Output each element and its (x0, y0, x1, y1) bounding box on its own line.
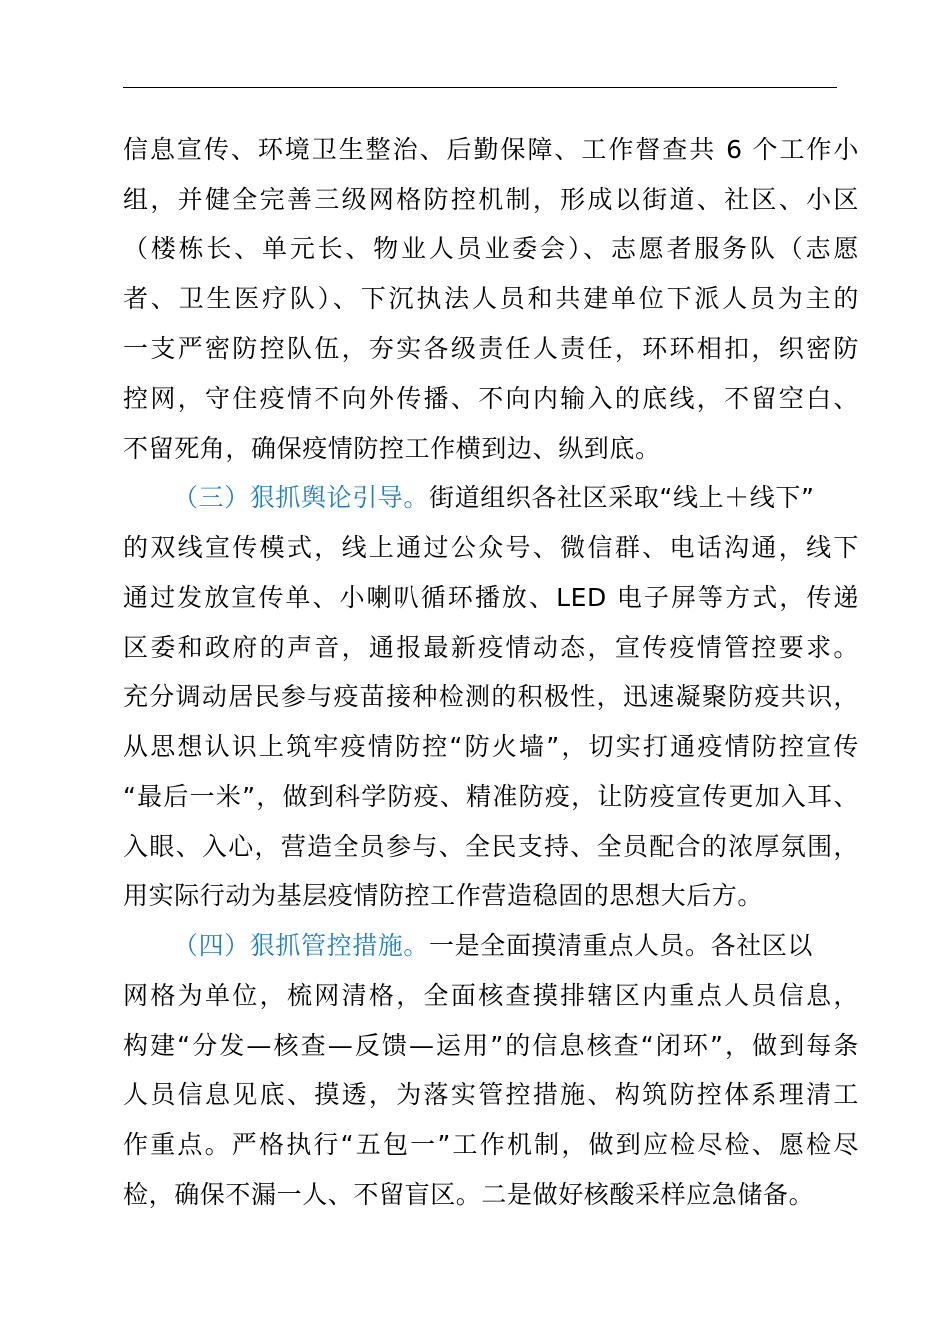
paragraph-3-first-line (173, 931, 859, 961)
paragraph-2-line: 入眼、入心，营造全员参与、全民支持、全员配合的浓厚氛围， (123, 832, 859, 861)
paragraph-2-line: 通过发放宣传单、小喇叭循环播放、LED 电子屏等方式，传递 (123, 583, 859, 612)
paragraph-2-line: 用实际行动为基层疫情防控工作营造稳固的思想大后方。 (123, 881, 764, 910)
paragraph-3-line: 网格为单位，梳网清格，全面核查摸排辖区内重点人员信息， (123, 981, 859, 1010)
paragraph-2-line: 的双线宣传模式，线上通过公众号、微信群、电话沟通，线下 (123, 533, 859, 562)
paragraph-2-line: 充分调动居民参与疫苗接种检测的积极性，迅速凝聚防疫共识， (123, 682, 859, 711)
section-heading-4: （四）狠抓管控措施。 (173, 931, 430, 960)
paragraph-1-line: 信息宣传、环境卫生整治、后勤保障、工作督查共 6 个工作小 (123, 135, 859, 164)
paragraph-3-line: 作重点。严格执行“五包一”工作机制，做到应检尽检、愿检尽 (123, 1130, 859, 1159)
paragraph-3-line: 检，确保不漏一人、不留盲区。二是做好核酸采样应急储备。 (123, 1180, 815, 1209)
paragraph-1-line: （楼栋长、单元长、物业人员业委会）、志愿者服务队（志愿 (123, 234, 859, 263)
paragraph-1-line: 组，并健全完善三级网格防控机制，形成以街道、社区、小区 (123, 185, 859, 214)
paragraph-2-line: “最后一米”，做到科学防疫、精准防疫，让防疫宣传更加入耳、 (123, 782, 859, 811)
paragraph-1-line: 不留死角，确保疫情防控工作横到边、纵到底。 (123, 434, 661, 463)
paragraph-3-first-line-text: 一是全面摸清重点人员。各社区以 (429, 931, 814, 960)
paragraph-3-line: 构建“分发—核查—反馈—运用”的信息核查“闭环”，做到每条 (123, 1031, 859, 1060)
paragraph-2-line: 从思想认识上筑牢疫情防控“防火墙”，切实打通疫情防控宣传 (123, 732, 859, 761)
paragraph-3-line: 人员信息见底、摸透，为落实管控措施、构筑防控体系理清工 (123, 1080, 859, 1109)
paragraph-2-first-line (173, 483, 859, 513)
paragraph-1-line: 控网，守住疫情不向外传播、不向内输入的底线，不留空白、 (123, 384, 859, 413)
paragraph-2-first-line-text: 街道组织各社区采取“线上＋线下” (429, 483, 815, 512)
paragraph-2-line: 区委和政府的声音，通报最新疫情动态，宣传疫情管控要求。 (123, 633, 859, 662)
header-rule (123, 87, 837, 88)
paragraph-1-line: 者、卫生医疗队）、下沉执法人员和共建单位下派人员为主的 (123, 284, 859, 313)
paragraph-1-line: 一支严密防控队伍，夯实各级责任人责任，环环相扣，织密防 (123, 334, 859, 363)
section-heading-3: （三）狠抓舆论引导。 (173, 483, 430, 512)
